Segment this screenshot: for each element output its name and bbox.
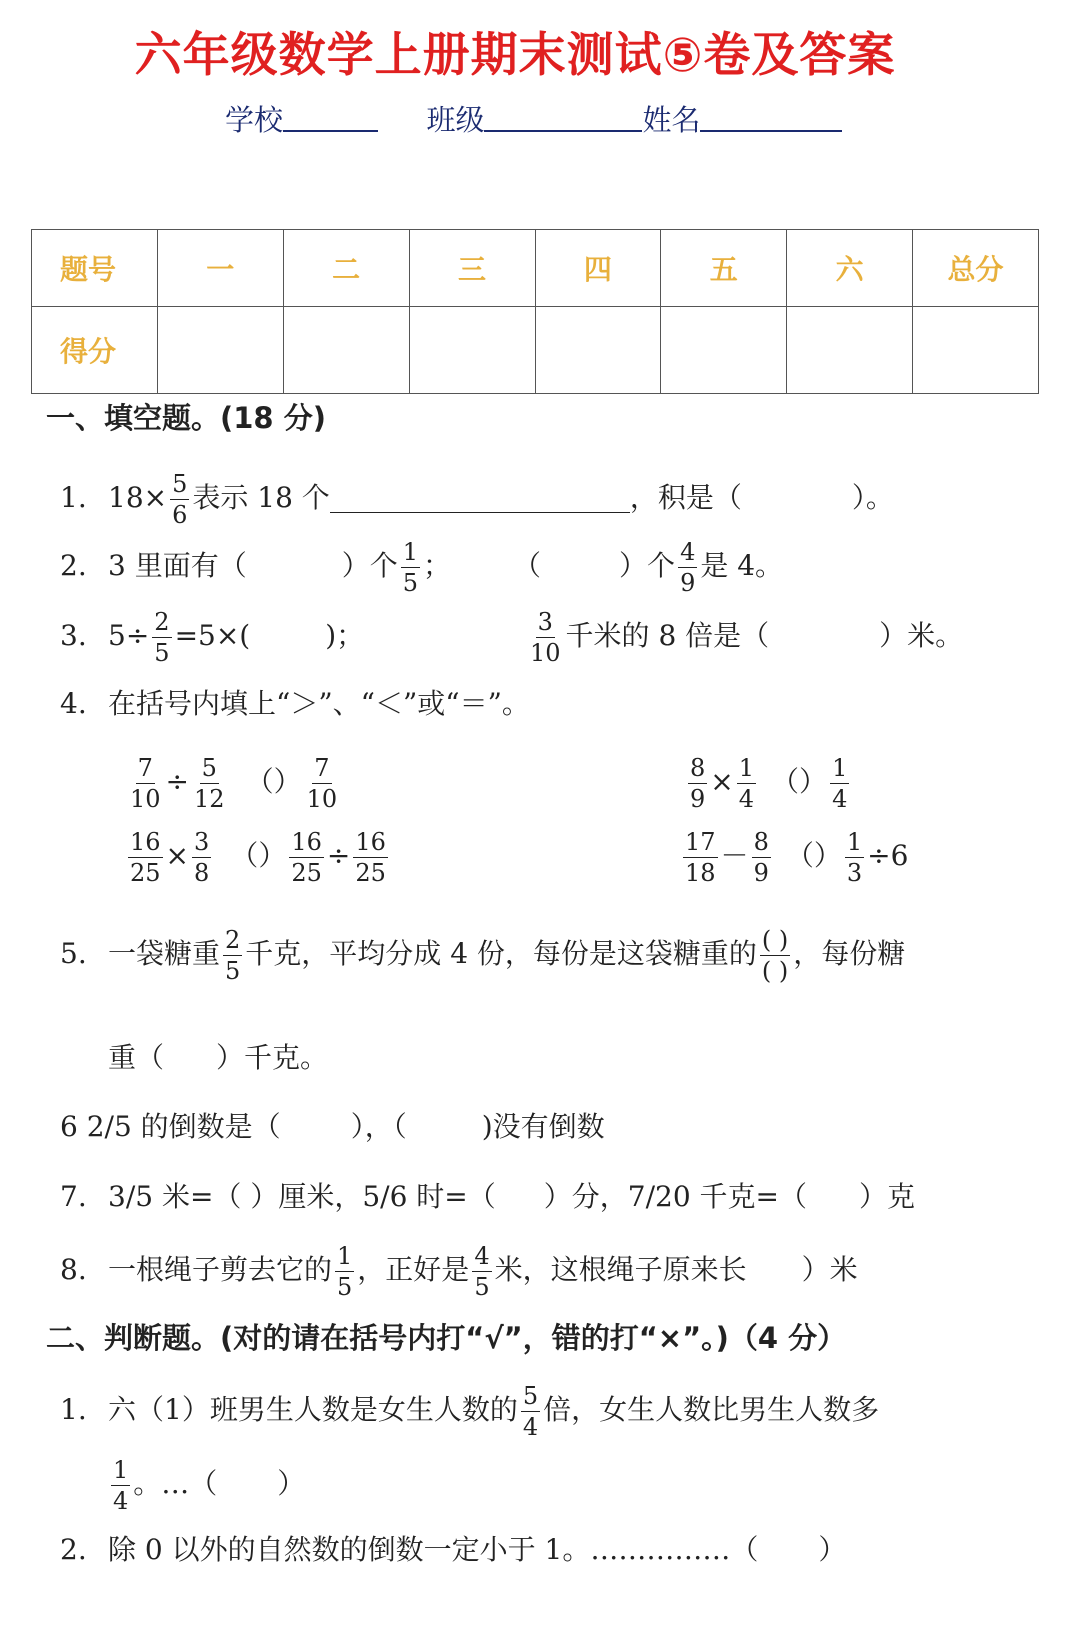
numerator: 8 — [690, 754, 706, 782]
question-text: 6 2/5 的倒数是（ — [60, 1110, 281, 1143]
denominator: 10 — [306, 785, 338, 813]
numerator: 3 — [537, 608, 553, 636]
question-text: 一袋糖重 — [108, 937, 221, 970]
question-text: ），（ — [350, 1110, 407, 1143]
denominator: 10 — [130, 785, 161, 813]
question-text: ，正好是 — [357, 1253, 470, 1286]
answer-bracket[interactable]: ） — [273, 765, 302, 798]
compare-expression-3 — [125, 830, 391, 885]
denominator: 4 — [522, 1413, 539, 1441]
numerator: 16 — [130, 828, 161, 856]
fraction — [353, 830, 388, 885]
question-1-1 — [60, 472, 894, 527]
question-text: ）千克。 — [216, 1041, 329, 1074]
numerator: 8 — [753, 828, 769, 856]
question-number: 8. — [60, 1253, 87, 1286]
fraction — [830, 756, 849, 811]
operator: ÷ — [326, 839, 351, 872]
question-text: 除 0 以外的自然数的倒数一定小于 1。……………（ — [108, 1533, 759, 1566]
denominator: 6 — [172, 501, 188, 529]
answer-bracket[interactable]: （ — [771, 765, 800, 798]
denominator: 8 — [194, 859, 210, 887]
score-row-label: 得分 — [32, 307, 158, 394]
school-label: 学校 — [225, 103, 284, 137]
score-table-header-row — [32, 230, 1039, 307]
question-text: 。…（ — [133, 1467, 218, 1500]
question-text: 重（ — [108, 1041, 165, 1074]
numerator: 16 — [291, 828, 322, 856]
question-number: 5. — [60, 937, 87, 970]
numerator: 1 — [113, 1456, 129, 1484]
fraction — [688, 756, 707, 811]
numerator: 3 — [194, 828, 210, 856]
question-text: ） — [277, 1467, 306, 1500]
question-text: ，每份糖 — [793, 937, 906, 970]
numerator: 4 — [680, 538, 696, 566]
question-1-7 — [60, 1175, 915, 1215]
school-blank[interactable] — [283, 102, 378, 132]
answer-bracket[interactable]: （ — [785, 839, 814, 872]
score-table-header: 二 — [283, 230, 409, 307]
name-label: 姓名 — [642, 103, 701, 137]
section-2-heading: 二、判断题。(对的请在括号内打“√”，错的打“×”。)（4 分） — [46, 1321, 847, 1355]
denominator: 4 — [113, 1487, 129, 1515]
numerator: 17 — [685, 828, 716, 856]
numerator: 5 — [522, 1382, 539, 1410]
score-cell[interactable] — [661, 307, 787, 394]
fraction — [170, 472, 189, 527]
answer-bracket[interactable]: （ — [230, 839, 259, 872]
denominator: ( ) — [761, 957, 789, 985]
score-table-header: 题号 — [32, 230, 158, 307]
denominator: 10 — [530, 639, 561, 667]
denominator: 25 — [291, 859, 322, 887]
student-info-line — [225, 98, 842, 139]
answer-bracket[interactable]: ） — [799, 765, 828, 798]
fraction — [472, 1244, 491, 1299]
answer-bracket[interactable]: （ — [245, 765, 274, 798]
question-number: 3. — [60, 619, 87, 652]
class-label: 班级 — [426, 103, 485, 137]
fraction — [289, 830, 324, 885]
numerator: 2 — [154, 608, 170, 636]
denominator: 5 — [154, 639, 170, 667]
fraction — [335, 1244, 354, 1299]
question-number: 2. — [60, 1533, 87, 1566]
denominator: 5 — [225, 957, 241, 985]
score-table-header: 一 — [157, 230, 283, 307]
section-1-heading: 一、填空题。(18 分) — [46, 401, 326, 435]
numerator: 7 — [314, 754, 330, 782]
question-number: 1. — [60, 481, 87, 514]
question-text: （ — [513, 549, 542, 582]
denominator: 5 — [474, 1273, 490, 1301]
fraction — [111, 1458, 130, 1513]
fraction — [152, 610, 171, 665]
answer-blank[interactable] — [330, 482, 630, 513]
numerator: 1 — [402, 538, 419, 566]
question-text: ）个 — [619, 549, 676, 582]
fraction — [401, 540, 420, 595]
denominator: 3 — [846, 859, 863, 887]
question-text: )没有倒数 — [481, 1110, 605, 1143]
denominator: 4 — [832, 785, 848, 813]
fraction — [678, 540, 697, 595]
compare-expression-2 — [685, 756, 852, 811]
question-text: 六（1）班男生人数是女生人数的 — [108, 1393, 518, 1426]
page-title: 六年级数学上册期末测试⑤卷及答案 — [134, 28, 896, 83]
score-table-header: 五 — [661, 230, 787, 307]
compare-expression-1 — [125, 756, 342, 811]
numerator: 5 — [201, 754, 217, 782]
numerator: 5 — [172, 470, 188, 498]
question-2-2 — [60, 1528, 846, 1568]
question-text: )； — [325, 619, 365, 652]
fraction — [192, 830, 211, 885]
compare-expression-4 — [680, 830, 908, 885]
denominator: 9 — [690, 785, 706, 813]
score-cell[interactable] — [409, 307, 535, 394]
question-text: 3/5 米=（ ）厘米，5/6 时=（ — [108, 1180, 496, 1213]
class-blank[interactable] — [484, 102, 642, 132]
fraction — [128, 756, 163, 811]
fraction — [683, 830, 718, 885]
question-text: ）米。 — [879, 619, 964, 652]
question-1-8 — [60, 1244, 858, 1299]
fraction — [192, 756, 227, 811]
denominator: 9 — [753, 859, 769, 887]
fraction — [752, 830, 771, 885]
score-table — [31, 229, 1039, 394]
numerator: ( ) — [761, 926, 789, 954]
denominator: 5 — [402, 569, 419, 597]
fraction — [521, 1384, 540, 1439]
score-cell[interactable] — [157, 307, 283, 394]
question-text: ） — [818, 1533, 847, 1566]
question-text: 倍，女生人数比男生人数多 — [543, 1393, 880, 1426]
question-1-3 — [60, 610, 364, 665]
fraction — [128, 830, 163, 885]
numerator: 4 — [474, 1242, 490, 1270]
question-text: 千米的 8 倍是（ — [565, 619, 770, 652]
denominator: 4 — [738, 785, 755, 813]
fraction — [737, 756, 756, 811]
question-text: 一根绳子剪去它的 — [108, 1253, 333, 1286]
blank-fraction[interactable] — [760, 928, 790, 983]
question-text: ÷6 — [867, 839, 909, 872]
fraction — [305, 756, 340, 811]
question-text: =5×( — [174, 619, 251, 652]
question-text: ，积是（ — [629, 481, 742, 514]
answer-bracket[interactable]: ） — [258, 839, 287, 872]
question-number: 1. — [60, 1393, 87, 1426]
numerator: 7 — [137, 754, 153, 782]
numerator: 16 — [355, 828, 386, 856]
score-cell[interactable] — [913, 307, 1039, 394]
question-text: 18× — [108, 481, 168, 514]
question-text: 是 4。 — [700, 549, 784, 582]
operator: × — [165, 839, 190, 872]
denominator: 18 — [685, 859, 716, 887]
question-text: 千克，平均分成 4 份，每份是这袋糖重的 — [245, 937, 757, 970]
question-text: 3 里面有（ — [108, 549, 247, 582]
question-text: 米，这根绳子原来长 — [494, 1253, 747, 1286]
question-1-2 — [60, 540, 783, 595]
name-blank[interactable] — [700, 102, 842, 132]
question-1-5-continued — [108, 1036, 328, 1076]
score-table-header: 四 — [535, 230, 661, 307]
question-text: ）米 — [801, 1253, 858, 1286]
operator: － — [720, 839, 749, 872]
question-text: ）分，7/20 千克=（ — [543, 1180, 807, 1213]
fraction — [223, 928, 242, 983]
numerator: 2 — [225, 926, 241, 954]
score-table-score-row — [32, 307, 1039, 394]
question-1-5 — [60, 928, 905, 983]
denominator: 9 — [680, 569, 696, 597]
score-table-header: 六 — [787, 230, 913, 307]
question-text: 5÷ — [108, 619, 150, 652]
question-text: ）克 — [859, 1180, 916, 1213]
numerator: 1 — [846, 828, 863, 856]
numerator: 1 — [738, 754, 755, 782]
question-number: 4. — [60, 687, 87, 720]
numerator: 1 — [337, 1242, 353, 1270]
score-table-header: 三 — [409, 230, 535, 307]
numerator: 1 — [832, 754, 848, 782]
answer-bracket[interactable]: ） — [813, 839, 842, 872]
operator: × — [710, 765, 734, 798]
score-cell[interactable] — [535, 307, 661, 394]
question-text: 表示 18 个 — [192, 481, 330, 514]
score-cell[interactable] — [787, 307, 913, 394]
question-text: ； — [423, 549, 452, 582]
score-cell[interactable] — [283, 307, 409, 394]
question-text: ）。 — [851, 481, 894, 514]
question-number: 2. — [60, 549, 87, 582]
operator: ÷ — [165, 765, 190, 798]
question-1-6 — [60, 1105, 605, 1145]
question-text: 在括号内填上“＞”、“＜”或“＝”。 — [108, 687, 530, 720]
question-number: 7. — [60, 1180, 87, 1213]
denominator: 25 — [355, 859, 386, 887]
denominator: 12 — [194, 785, 225, 813]
fraction — [528, 610, 563, 665]
question-2-1-continued — [108, 1458, 305, 1513]
denominator: 5 — [337, 1273, 353, 1301]
score-table-header: 总分 — [913, 230, 1039, 307]
question-2-1 — [60, 1384, 879, 1439]
question-1-3-part-b — [525, 610, 963, 665]
question-text: ）个 — [341, 549, 398, 582]
fraction — [845, 830, 864, 885]
question-1-4 — [60, 682, 530, 722]
denominator: 25 — [130, 859, 161, 887]
